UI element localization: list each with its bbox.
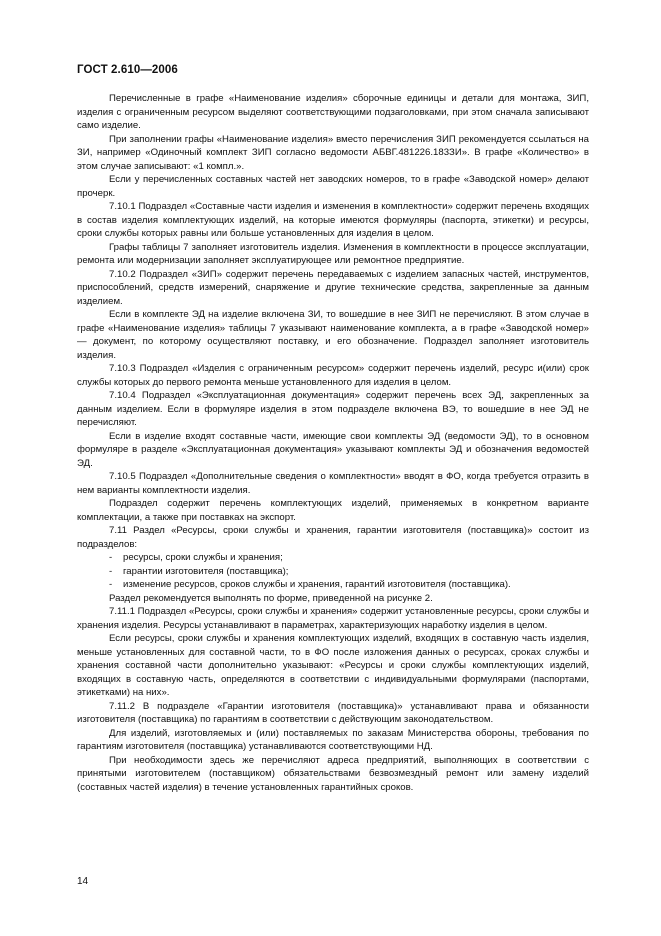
paragraph: Если ресурсы, сроки службы и хранения комплектующих изделий, входящих в составную часть изделия, меньше установленных для составной части, то в ФО после изложения данных о ресурсах, сроках службы и хранения составной части дополнительно указывают: «Ресурсы и сроки службы комплектующих изделий, входящих в составную часть, определяются в соответствии с индивидуальными формулярами (паспортами, этикетками) на них». xyxy=(77,633,589,698)
paragraph: Если у перечисленных составных частей нет заводских номеров, то в графе «Заводской номер» делают прочерк. xyxy=(77,174,589,199)
paragraph: 7.11.1 Подраздел «Ресурсы, сроки службы и хранения» содержит установленные ресурсы, сроки службы и хранения изделия. Ресурсы устанавливают в параметрах, характеризующих наработку изделия в целом. xyxy=(77,606,589,631)
document-header: ГОСТ 2.610—2006 xyxy=(77,64,178,76)
paragraph: 7.11 Раздел «Ресурсы, сроки службы и хранения, гарантии изготовителя (поставщика)» состоит из подразделов: xyxy=(77,525,589,550)
paragraph: При заполнении графы «Наименование изделия» вместо перечисления ЗИП рекомендуется ссылаться на ЗИ, например «Одиночный комплект ЗИП согласно ведомости АБВГ.481226.183ЗИ». В графе «Количество» в этом случае записывают: «1 компл.». xyxy=(77,133,589,172)
list-item xyxy=(77,551,589,565)
list-item-text: ресурсы, сроки службы и хранения; xyxy=(123,552,283,563)
paragraph: 7.11.2 В подразделе «Гарантии изготовителя (поставщика)» устанавливают права и обязанности изготовителя (поставщика) по гарантиям в соответствии с действующим законодательством. xyxy=(77,700,589,725)
paragraph: 7.10.3 Подраздел «Изделия с ограниченным ресурсом» содержит перечень изделий, ресурс и(или) срок службы которых до первого ремонта меньше установленного для изделия в целом. xyxy=(77,363,589,388)
paragraph: Если в изделие входят составные части, имеющие свои комплекты ЭД (ведомости ЭД), то в основном формуляре в разделе «Эксплуатационная документация» указывают комплекты ЭД и обозначения ведомостей ЭД. xyxy=(77,430,589,469)
list-dash: - xyxy=(109,579,113,590)
paragraph: Раздел рекомендуется выполнять по форме, приведенной на рисунке 2. xyxy=(109,592,433,604)
paragraph: 7.10.2 Подраздел «ЗИП» содержит перечень передаваемых с изделием запасных частей, инструментов, приспособлений, средств измерений, снаряжение и другие технические средства, закрепленные за данным изделием. xyxy=(77,268,589,307)
paragraph: Перечисленные в графе «Наименование изделия» сборочные единицы и детали для монтажа, ЗИП, изделия с ограниченным ресурсом выделяют соответствующими подзаголовками, при этом сначала записывают само изделие. xyxy=(77,93,589,131)
paragraph: 7.10.5 Подраздел «Дополнительные сведения о комплектности» вводят в ФО, когда требуется отразить в нем варианты комплектности изделия. xyxy=(77,471,589,496)
list-dash: - xyxy=(109,552,113,563)
paragraph: Подраздел содержит перечень комплектующих изделий, применяемых в конкретном варианте комплектации, а также при поставках на экспорт. xyxy=(77,498,589,523)
page-number: 14 xyxy=(77,876,89,887)
list-dash: - xyxy=(109,565,113,577)
paragraph: Графы таблицы 7 заполняет изготовитель изделия. Изменения в комплектности в процессе эксплуатации, ремонта или модернизации заполняет эксплуатирующее или ремонтное предприятие. xyxy=(77,241,589,266)
list-item-text: гарантии изготовителя (поставщика); xyxy=(123,565,289,577)
list-item xyxy=(77,565,589,579)
paragraph: Если в комплекте ЭД на изделие включена ЗИ, то вошедшие в нее ЗИП не перечисляют. В этом случае в графе «Наименование изделия» таблицы 7 указывают наименование комплекта, а в графе «Заводской номер» — документ, по которому осуществляют поставку, и его обозначение. Подраздел заполняет изготовитель изделия. xyxy=(77,309,589,361)
document-body xyxy=(77,92,589,794)
list-item xyxy=(77,578,589,592)
paragraph: При необходимости здесь же перечисляют адреса предприятий, выполняющих в соответствии с принятыми изготовителем (поставщиком) обязательствами безвозмездный ремонт или замену изделий (составных частей изделия) в течение установленных гарантийных сроков. xyxy=(77,754,589,793)
paragraph: 7.10.1 Подраздел «Составные части изделия и изменения в комплектности» содержит перечень входящих в состав изделия комплектующих изделий, на которые имеются формуляры (паспорта, этикетки) и ресурсы, сроки службы которых равны или больше установленных для изделия в целом. xyxy=(77,201,589,239)
paragraph: Для изделий, изготовляемых и (или) поставляемых по заказам Министерства обороны, требования по гарантиям изготовителя (поставщика) устанавливаются соответствующими НД. xyxy=(77,727,589,752)
list-item-text: изменение ресурсов, сроков службы и хранения, гарантий изготовителя (поставщика). xyxy=(123,579,511,590)
paragraph: 7.10.4 Подраздел «Эксплуатационная документация» содержит перечень всех ЭД, закрепленных за данным изделием. Если в формуляре изделия в этом подразделе включена ВЭ, то вошедшие в нее ЭД не перечисляют. xyxy=(77,390,589,428)
